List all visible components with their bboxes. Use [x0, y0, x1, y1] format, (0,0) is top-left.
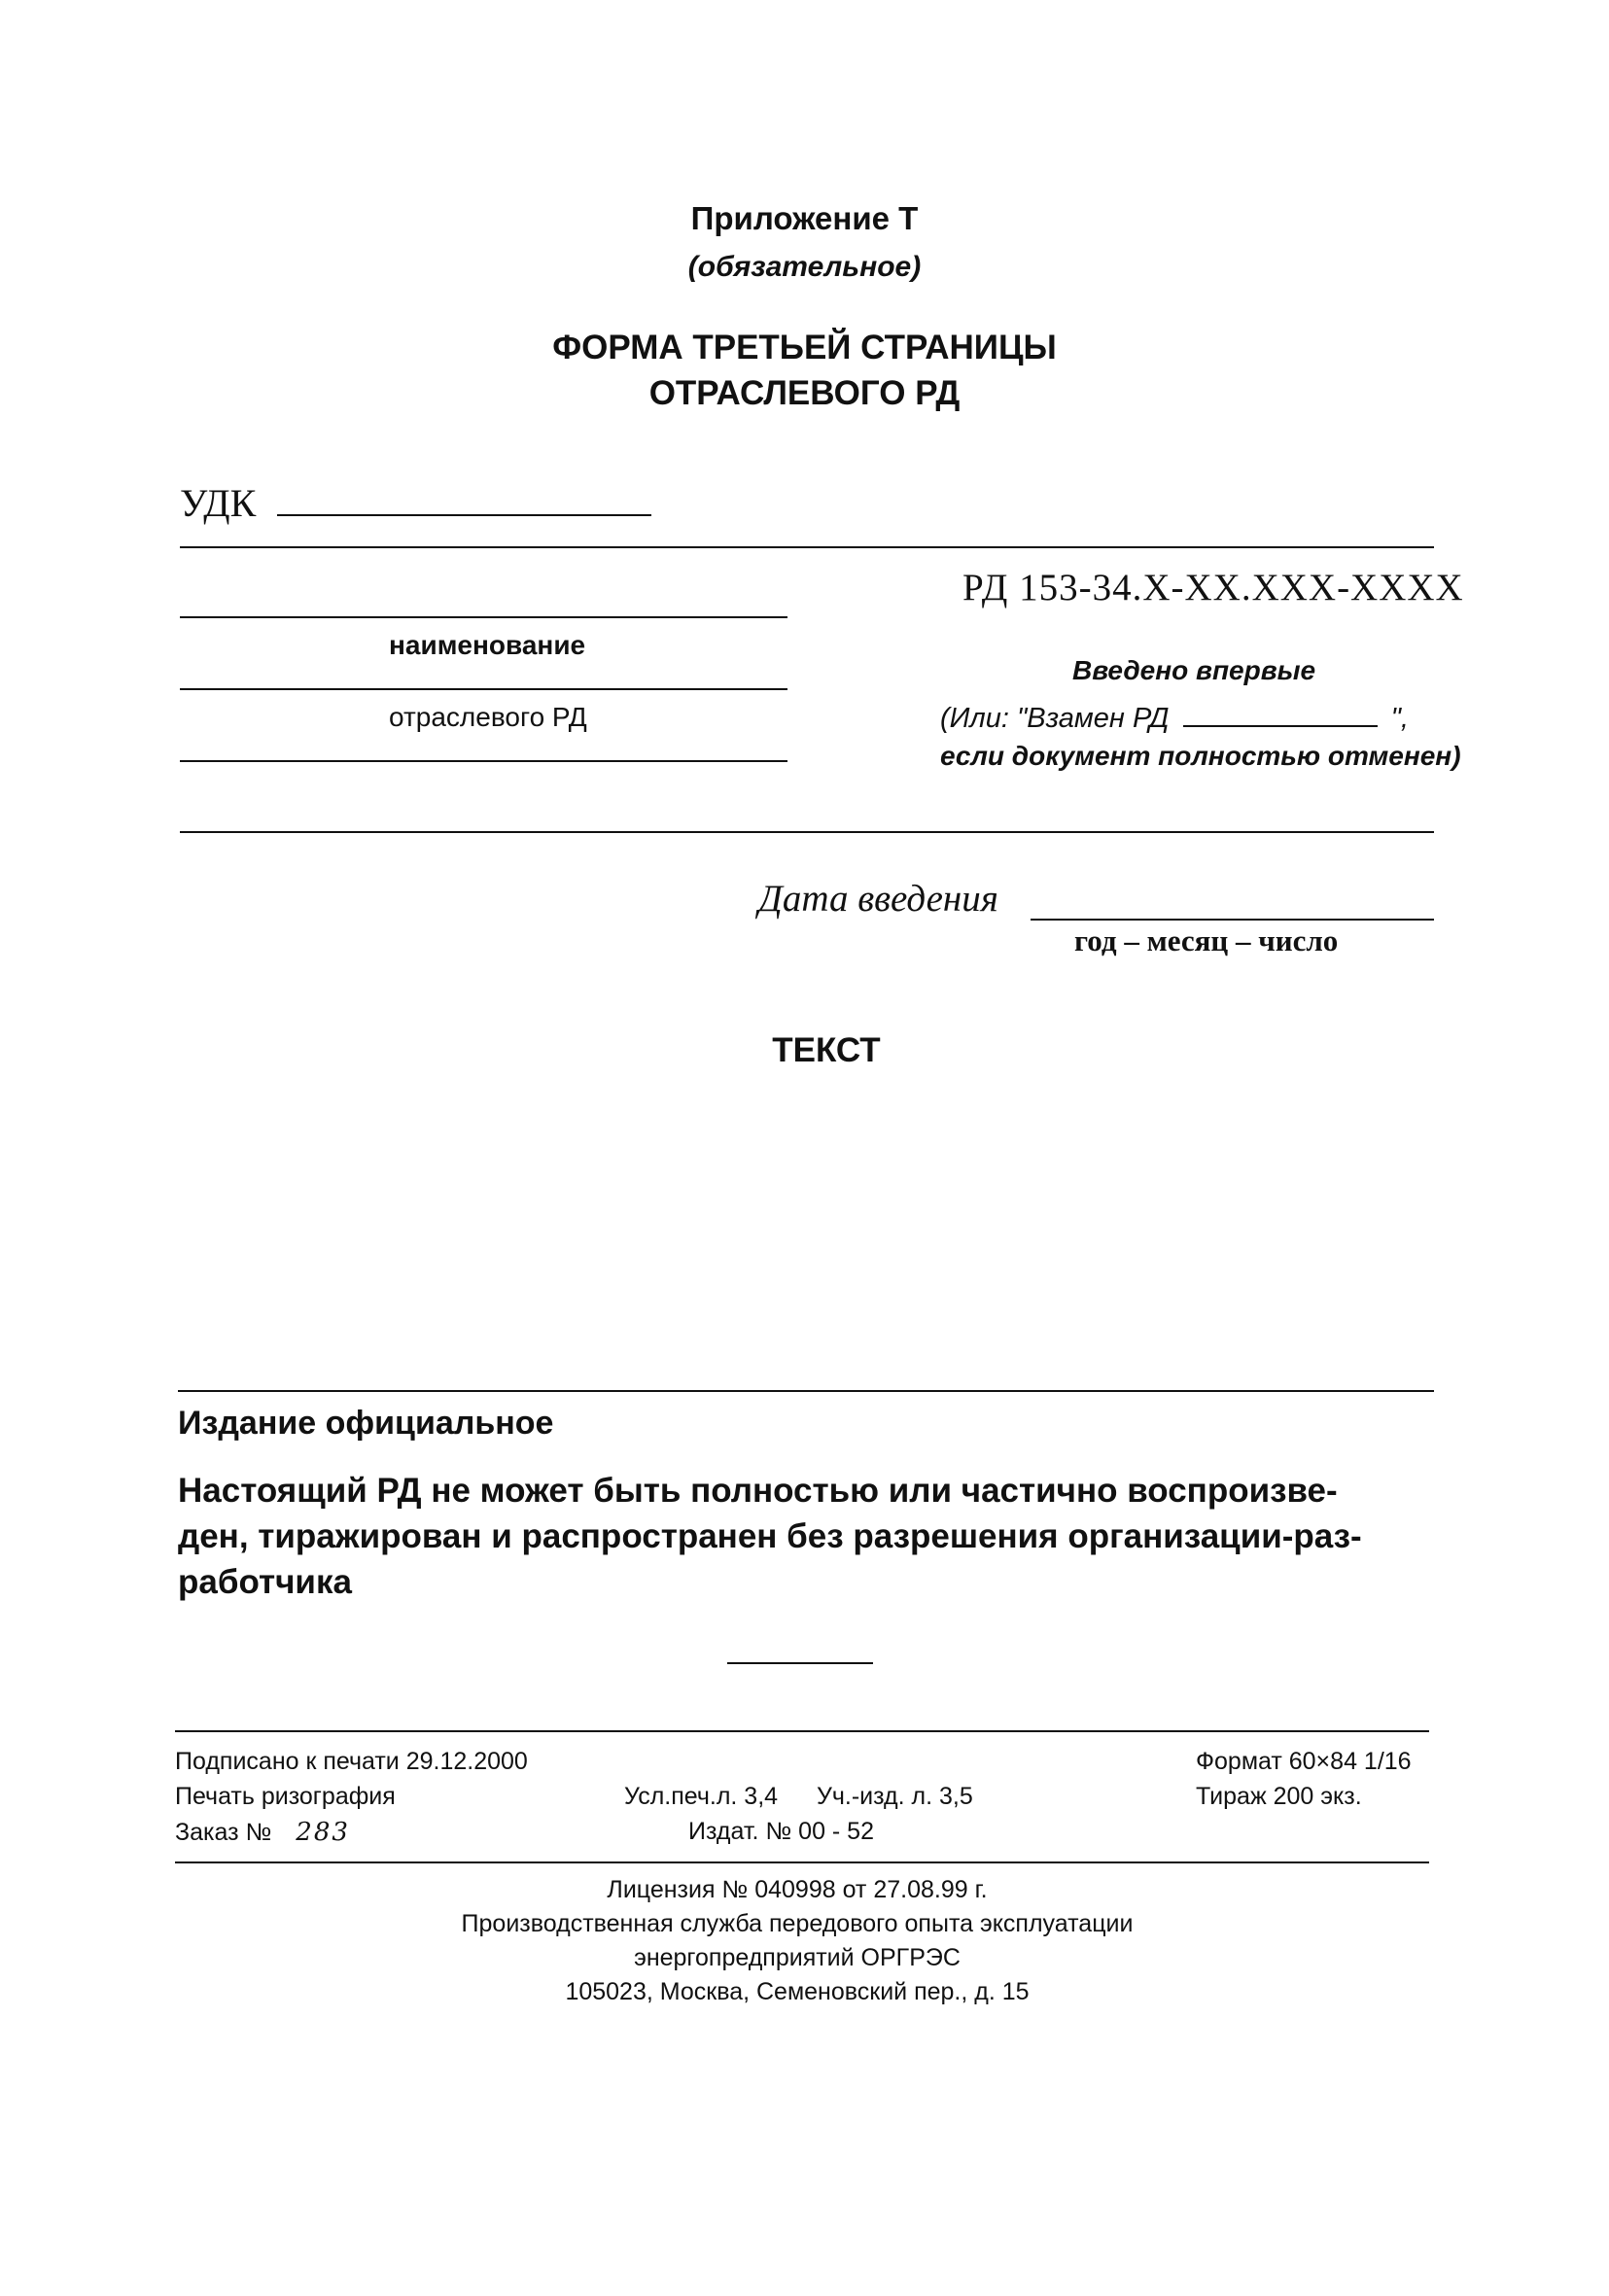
publisher-name-line1: Производственная служба передового опыта эксплуатации [461, 1910, 1134, 1937]
udk-row [180, 480, 651, 526]
circulation: Тираж 200 экз. [1196, 1783, 1362, 1810]
text-heading: ТЕКСТ [772, 1031, 881, 1069]
replace-prefix: (Или: "Взамен РД [940, 703, 1170, 734]
order-label: Заказ № [175, 1819, 272, 1846]
order-row [175, 1818, 350, 1847]
notice-line-2: ден, тиражирован и распространен без разрешения организации-раз- [178, 1517, 1362, 1555]
publisher-address: 105023, Москва, Семеновский пер., д. 15 [565, 1978, 1030, 2005]
replace-suffix: ", [1390, 703, 1409, 734]
replace-rd-field[interactable] [1183, 700, 1378, 727]
introduced-first: Введено впервые [1072, 655, 1316, 685]
form-title-line2: ОТРАСЛЕВОГО РД [648, 374, 961, 412]
signed-date: Подписано к печати 29.12.2000 [175, 1748, 528, 1775]
reproduction-notice [178, 1468, 1362, 1605]
replace-row [940, 700, 1409, 735]
print-sheets: Усл.печ.л. 3,4 [624, 1783, 779, 1810]
print-method: Печать ризография [175, 1783, 396, 1810]
udk-field[interactable] [277, 481, 651, 516]
name-label: наименование [389, 630, 586, 660]
notice-line-1: Настоящий РД не может быть полностью или частично воспроизве- [178, 1472, 1338, 1510]
form-title-line1: ФОРМА ТРЕТЬЕЙ СТРАНИЦЫ [552, 329, 1057, 366]
appendix-status: (обязательное) [687, 251, 922, 283]
name-line-3 [180, 760, 787, 762]
rd-number: РД 153-34.Х-ХХ.ХХХ-ХХХХ [962, 567, 1464, 609]
divider-official [178, 1390, 1434, 1392]
date-label: Дата введения [758, 878, 998, 920]
order-number: 283 [296, 1818, 350, 1847]
license: Лицензия № 040998 от 27.08.99 г. [607, 1876, 988, 1903]
official-edition: Издание официальное [178, 1405, 554, 1442]
date-format: год – месяц – число [1074, 923, 1339, 957]
udk-label: УДК [180, 481, 257, 525]
branch-label: отраслевого РД [389, 702, 587, 732]
notice-line-3: работчика [178, 1563, 352, 1601]
divider-top [180, 546, 1434, 548]
publisher-name-line2: энергопредприятий ОРГРЭС [634, 1944, 961, 1971]
divider-publisher [175, 1861, 1429, 1863]
short-divider [727, 1662, 873, 1664]
publ-number: Издат. № 00 - 52 [688, 1818, 874, 1845]
name-line-1 [180, 616, 787, 618]
divider-imprint [175, 1730, 1429, 1732]
date-field[interactable] [1031, 919, 1434, 921]
publ-sheets: Уч.-изд. л. 3,5 [817, 1783, 973, 1810]
divider-middle [180, 831, 1434, 833]
cancelled-note: если документ полностью отменен) [940, 741, 1461, 771]
appendix-title: Приложение Т [690, 200, 919, 236]
paper-format: Формат 60×84 1/16 [1196, 1748, 1412, 1775]
name-line-2 [180, 688, 787, 690]
